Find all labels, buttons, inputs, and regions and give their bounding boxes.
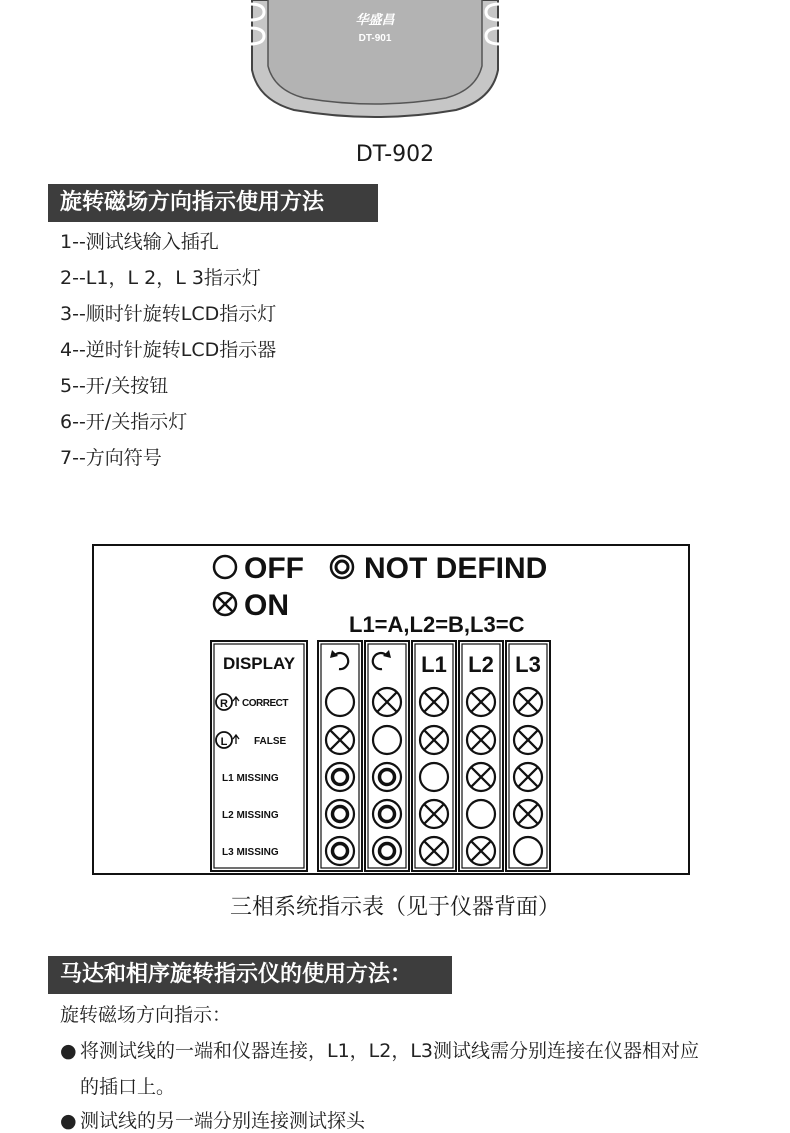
svg-text:L: L bbox=[220, 736, 228, 748]
indicator-on-icon bbox=[514, 763, 542, 791]
indicator-nd-icon bbox=[373, 837, 401, 865]
indicator-nd-icon bbox=[326, 763, 354, 791]
legend-on-label: ON bbox=[244, 589, 289, 622]
col-label-l2: L2 bbox=[468, 652, 494, 677]
l-circle-icon bbox=[216, 732, 239, 748]
col-label-l3: L3 bbox=[515, 652, 541, 677]
indicator-on-icon bbox=[514, 688, 542, 716]
bullet-text: 测试线的另一端分别连接测试探头 bbox=[80, 1110, 366, 1132]
indicator-on-icon bbox=[420, 800, 448, 828]
device-illustration bbox=[244, 0, 506, 122]
label-column-frame bbox=[211, 641, 307, 871]
bullet-icon: ● bbox=[60, 1040, 77, 1062]
indicator-on-icon bbox=[467, 763, 495, 791]
list-item: 2--L1，L 2，L 3指示灯 bbox=[60, 267, 261, 289]
row-label-l3-missing: L3 MISSING bbox=[222, 847, 279, 858]
model-caption: DT-902 bbox=[355, 142, 435, 167]
bullet-item bbox=[60, 1106, 365, 1133]
col-label-l1: L1 bbox=[421, 652, 447, 677]
indicator-on-icon bbox=[467, 726, 495, 754]
r-circle-icon bbox=[216, 694, 239, 710]
row-label-l2-missing: L2 MISSING bbox=[222, 810, 279, 821]
mapping-label: L1=A,L2=B,L3=C bbox=[349, 612, 525, 637]
bullet-continuation: 的插口上。 bbox=[80, 1076, 176, 1098]
indicator-off-icon bbox=[467, 800, 495, 828]
list-item: 1--测试线输入插孔 bbox=[60, 231, 219, 253]
bullet-item bbox=[60, 1036, 699, 1063]
list-item: 6--开/关指示灯 bbox=[60, 411, 188, 433]
indicator-on-icon bbox=[420, 726, 448, 754]
indicator-on-icon bbox=[326, 726, 354, 754]
indicator-on-icon bbox=[467, 837, 495, 865]
list-item: 4--逆时针旋转LCD指示器 bbox=[60, 339, 277, 361]
device-brand: 华盛昌 bbox=[355, 13, 395, 28]
legend-not-defind-label: NOT DEFIND bbox=[364, 552, 548, 585]
cw-arrow-icon bbox=[373, 650, 391, 669]
row-label-l1-missing: L1 MISSING bbox=[222, 773, 279, 784]
column-inner-frame bbox=[509, 644, 547, 868]
column-inner-frame bbox=[462, 644, 500, 868]
legend-not-defind bbox=[331, 552, 547, 585]
section-title-usage: 旋转磁场方向指示使用方法 bbox=[48, 184, 378, 222]
indicator-on-icon bbox=[420, 688, 448, 716]
indicator-nd-icon bbox=[373, 763, 401, 791]
indicator-off-icon bbox=[420, 763, 448, 791]
part-list bbox=[60, 224, 276, 476]
list-item: 7--方向符号 bbox=[60, 447, 162, 469]
svg-text:R: R bbox=[220, 698, 228, 710]
indicator-on-icon bbox=[514, 800, 542, 828]
indicator-nd-icon bbox=[326, 837, 354, 865]
bullet-text: 将测试线的一端和仪器连接，L1，L2，L3测试线需分别连接在仪器相对应 bbox=[80, 1040, 700, 1062]
column-inner-frame bbox=[368, 644, 406, 868]
indicator-on-icon bbox=[467, 688, 495, 716]
list-item: 5--开/关按钮 bbox=[60, 375, 169, 397]
figure-caption: 三相系统指示表（见于仪器背面） bbox=[229, 895, 560, 920]
indicator-off-icon bbox=[373, 726, 401, 754]
legend-off-label: OFF bbox=[244, 552, 304, 585]
device-model: DT-901 bbox=[358, 33, 392, 44]
indicator-table-figure bbox=[92, 544, 690, 875]
indicator-nd-icon bbox=[373, 800, 401, 828]
indicator-off-icon bbox=[326, 688, 354, 716]
intro-text: 旋转磁场方向指示： bbox=[60, 1004, 232, 1026]
column-inner-frame bbox=[415, 644, 453, 868]
row-label-correct: CORRECT bbox=[242, 698, 288, 709]
row-label-false: FALSE bbox=[254, 736, 287, 747]
indicator-on-icon bbox=[373, 688, 401, 716]
column-inner-frame bbox=[321, 644, 359, 868]
section-title-motor: 马达和相序旋转指示仪的使用方法： bbox=[48, 956, 452, 994]
list-item: 3--顺时针旋转LCD指示灯 bbox=[60, 303, 277, 325]
display-header-label: DISPLAY bbox=[222, 654, 296, 673]
off-circle-icon bbox=[214, 556, 236, 578]
legend-off bbox=[214, 552, 304, 585]
indicator-nd-icon bbox=[326, 800, 354, 828]
indicator-on-icon bbox=[420, 837, 448, 865]
legend-on bbox=[214, 589, 289, 622]
ccw-arrow-icon bbox=[330, 650, 348, 669]
bullet-icon: ● bbox=[60, 1110, 77, 1132]
indicator-on-icon bbox=[514, 726, 542, 754]
not-defind-circle-icon bbox=[331, 556, 353, 578]
indicator-off-icon bbox=[514, 837, 542, 865]
